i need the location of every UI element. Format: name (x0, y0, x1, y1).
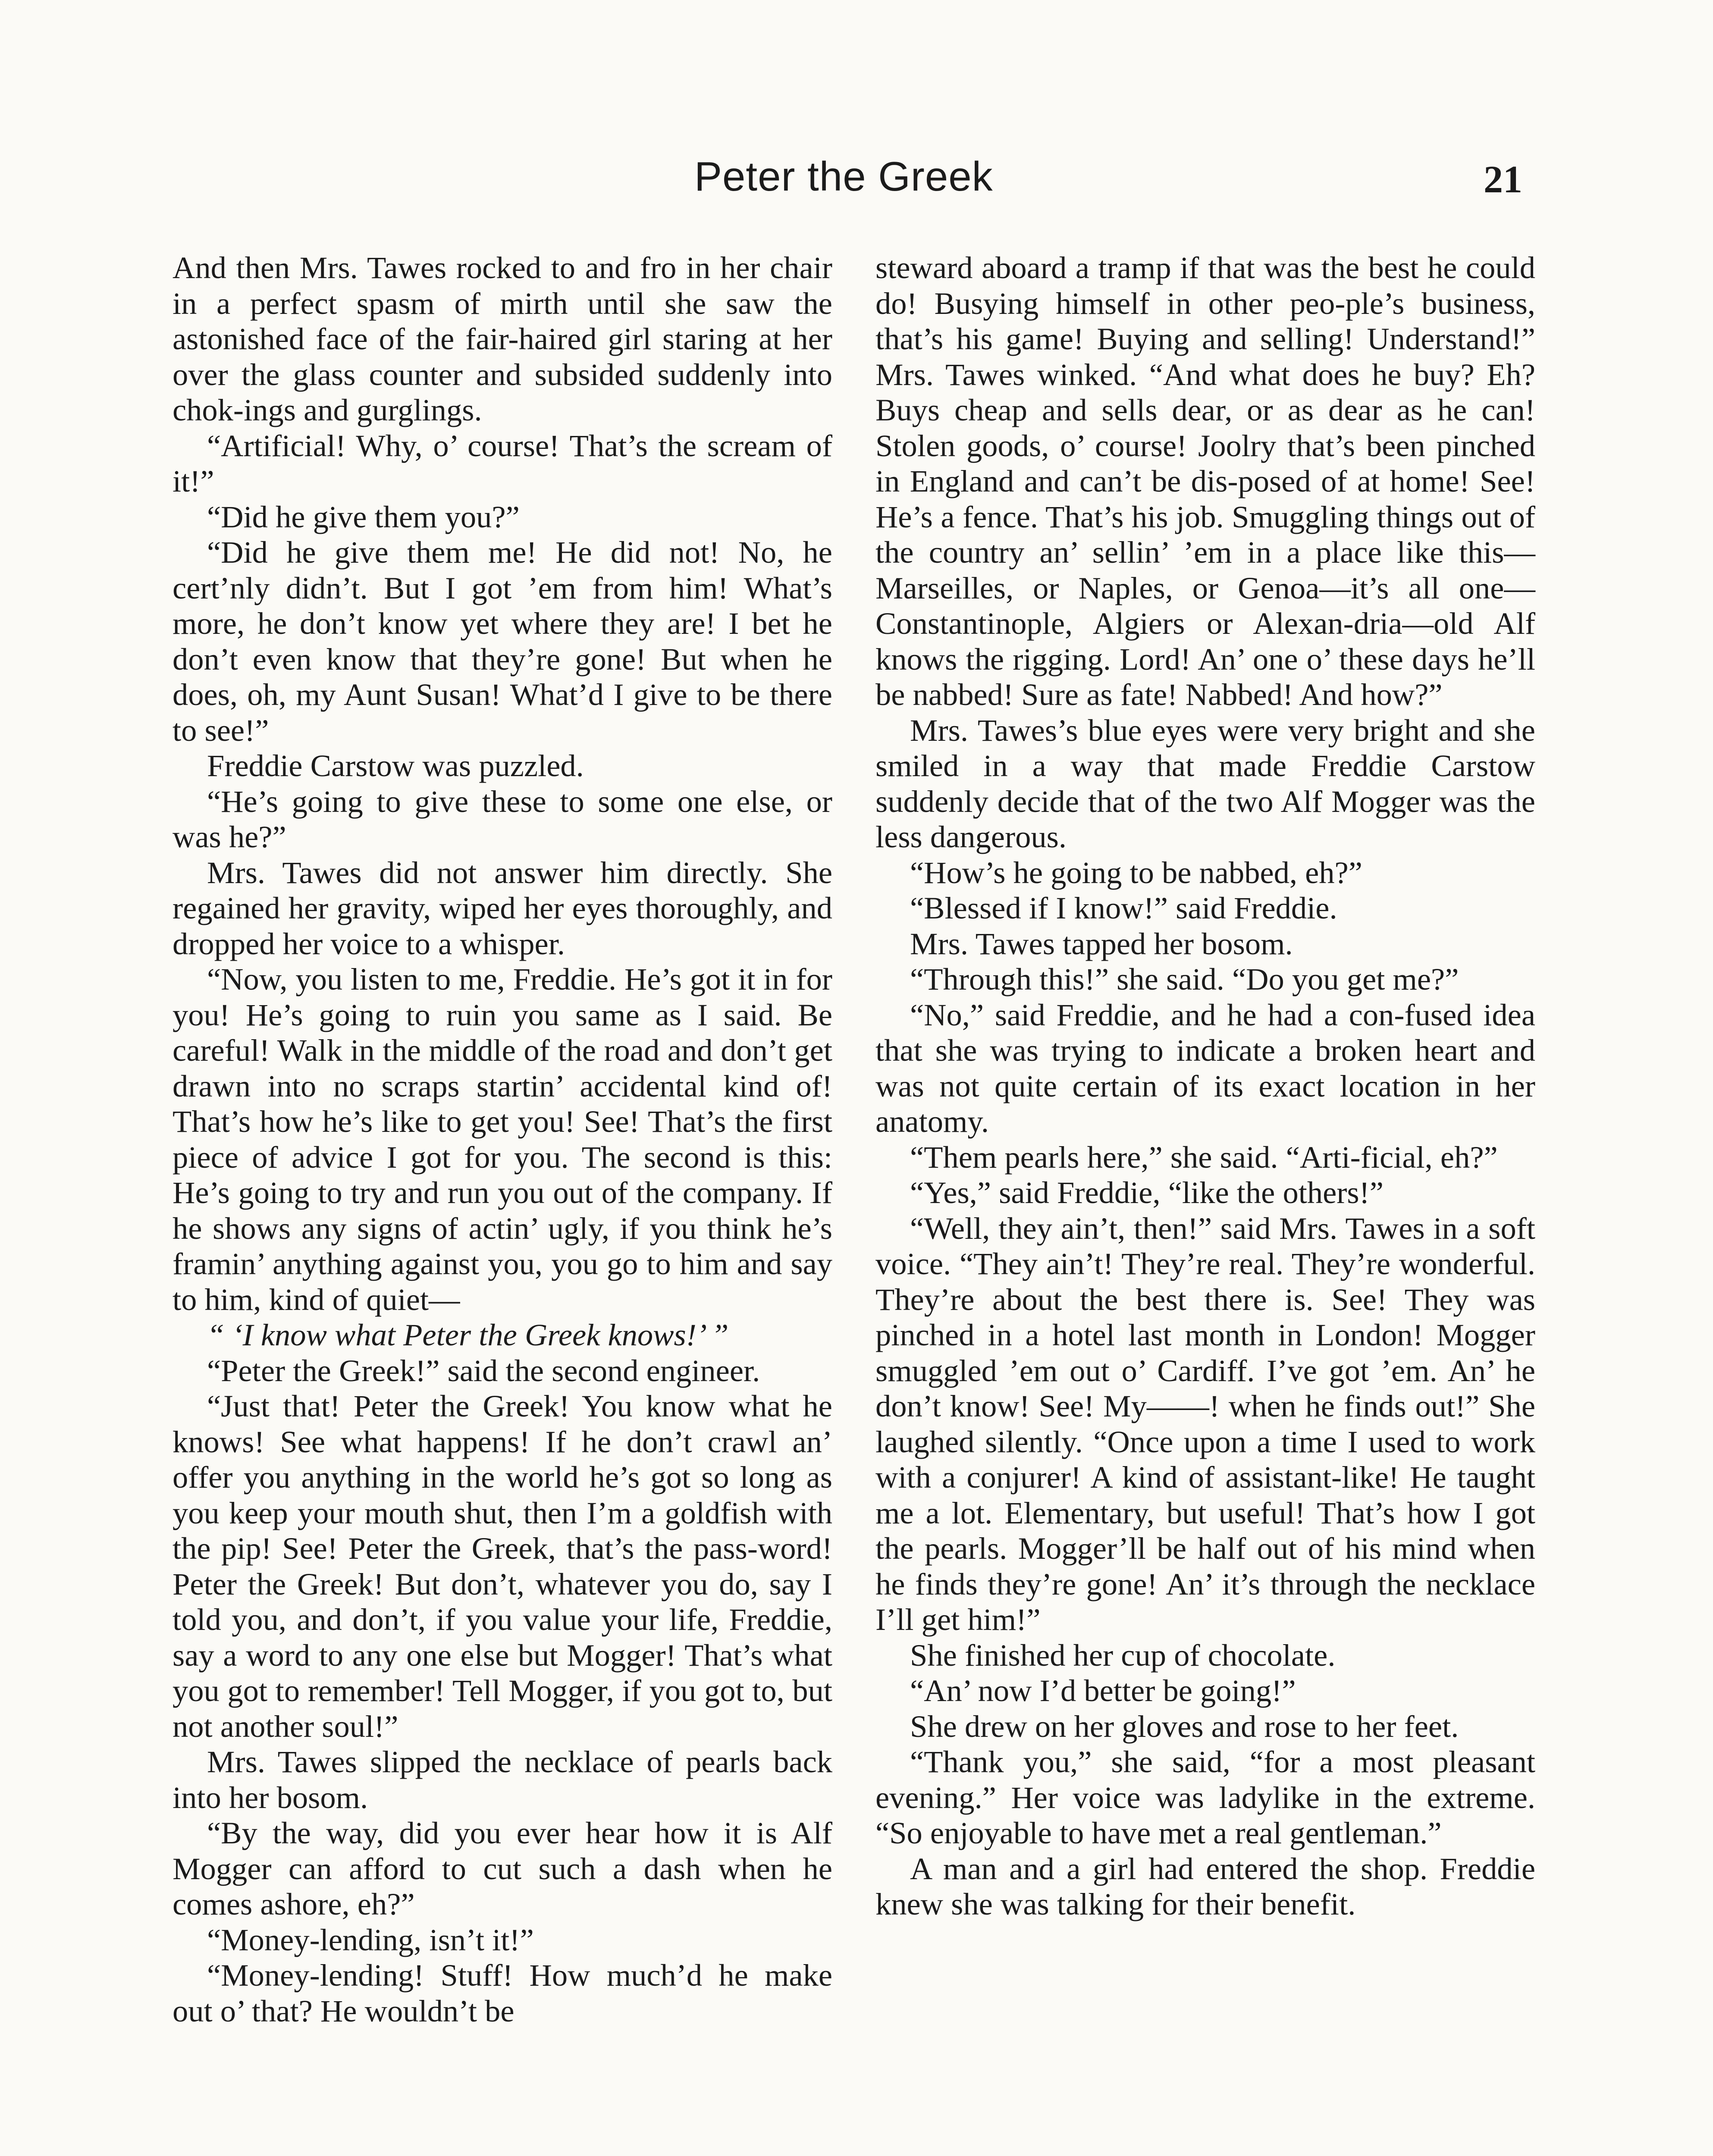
paragraph: “Did he give them you?” (207, 499, 520, 534)
paragraph: “He’s going to give these to some one else, or was he?” (173, 783, 832, 854)
paragraph: “Through this!” she said. “Do you get me?” (910, 962, 1459, 997)
italic-paragraph: “ ‘I know what Peter the Greek knows!’ ” (207, 1317, 729, 1352)
page-title: Peter the Greek (694, 154, 993, 200)
paragraph: Mrs. Tawes’s blue eyes were very bright and she smiled in a way that made Freddie Carstow suddenly decide that of the two Alf Mogger was the less dangerous. (875, 712, 1535, 854)
paragraph: “Them pearls here,” she said. “Arti-ficial, eh?” (910, 1139, 1498, 1175)
paragraph: “Artificial! Why, o’ course! That’s the scream of it!” (173, 428, 832, 498)
paragraph: “Now, you listen to me, Freddie. He’s got it in for you! He’s going to ruin you same as I said. Be careful! Walk in the middle of the road and don’t get drawn into no scraps startin’ accidental kind of! That’s how he’s like to get you! See! That’s the first piece of advice I got for you. The second is this: He’s going to try and run you out of the company. If he shows any signs of actin’ ugly, if you think he’s framin’ anything against you, you go to him and say to him, kind of quiet— (173, 962, 832, 1317)
paragraph: “Peter the Greek!” said the second engineer. (207, 1353, 760, 1388)
paragraph: Mrs. Tawes tapped her bosom. (910, 926, 1293, 961)
paragraph: She drew on her gloves and rose to her feet. (910, 1708, 1459, 1744)
paragraph: She finished her cup of chocolate. (910, 1637, 1336, 1673)
paragraph: And then Mrs. Tawes rocked to and fro in her chair in a perfect spasm of mirth until she saw the astonished face of the fair-haired girl staring at her over the glass counter and subsided suddenly into chok-ings and gurglings. (173, 250, 832, 427)
paragraph: “Thank you,” she said, “for a most pleasant evening.” Her voice was ladylike in the extreme. “So enjoyable to have met a real gentleman.” (875, 1744, 1535, 1850)
paragraph: “Did he give them me! He did not! No, he cert’nly didn’t. But I got ’em from him! What’s more, he don’t know yet where they are! I bet he don’t even know that they’re gone! But when he does, oh, my Aunt Susan! What’d I give to be there to see!” (173, 535, 832, 748)
paragraph: “Money-lending, isn’t it!” (207, 1922, 534, 1957)
right-column (875, 250, 1535, 1922)
paragraph: steward aboard a tramp if that was the best he could do! Busying himself in other peo-ple’s business, that’s his game! Buying and selling! Understand!” Mrs. Tawes winked. “And what does he buy? Eh? Buys cheap and sells dear, or as dear as he can! Stolen goods, o’ course! Joolry that’s been pinched in England and can’t be dis-posed of at home! See! He’s a fence. That’s his job. Smuggling things out of the country an’ sellin’ ’em in a place like this—Marseilles, or Naples, or Genoa—it’s all one—Constantinople, Algiers or Alexan-dria—old Alf knows the rigging. Lord! An’ one o’ these days he’ll be nabbed! Sure as fate! Nabbed! And how?” (875, 250, 1535, 712)
paragraph: Mrs. Tawes slipped the necklace of pearls back into her bosom. (173, 1744, 832, 1815)
page-number: 21 (1484, 158, 1522, 201)
paragraph: Mrs. Tawes did not answer him directly. She regained her gravity, wiped her eyes thoroughly, and dropped her voice to a whisper. (173, 855, 832, 961)
paragraph: “Well, they ain’t, then!” said Mrs. Tawes in a soft voice. “They ain’t! They’re real. They’re wonderful. They’re about the best there is. See! They was pinched in a hotel last month in London! Mogger smuggled ’em out o’ Cardiff. I’ve got ’em. An’ he don’t know! See! My——! when he finds out!” She laughed silently. “Once upon a time I used to work with a conjurer! A kind of assistant-like! He taught me a lot. Elementary, but useful! That’s how I got the pearls. Mogger’ll be half out of his mind when he finds they’re gone! An’ it’s through the necklace I’ll get him!” (875, 1210, 1535, 1637)
paragraph: “By the way, did you ever hear how it is Alf Mogger can afford to cut such a dash when he comes ashore, eh?” (173, 1815, 832, 1921)
paragraph: “Yes,” said Freddie, “like the others!” (910, 1175, 1384, 1210)
paragraph: A man and a girl had entered the shop. Freddie knew she was talking for their benefit. (875, 1851, 1535, 1921)
left-column (173, 250, 832, 2029)
paragraph: Freddie Carstow was puzzled. (207, 748, 584, 783)
paragraph: “How’s he going to be nabbed, eh?” (910, 855, 1362, 890)
paragraph: “No,” said Freddie, and he had a con-fused idea that she was trying to indicate a broken heart and was not quite certain of its exact location in her anatomy. (875, 997, 1535, 1139)
paragraph: “Money-lending! Stuff! How much’d he make out o’ that? He wouldn’t be (173, 1958, 832, 2028)
paragraph: “An’ now I’d better be going!” (910, 1673, 1296, 1708)
paragraph: “Blessed if I know!” said Freddie. (910, 890, 1337, 925)
paragraph: “Just that! Peter the Greek! You know what he knows! See what happens! If he don’t crawl an’ offer you anything in the world he’s got so long as you keep your mouth shut, then I’m a goldfish with the pip! See! Peter the Greek, that’s the pass-word! Peter the Greek! But don’t, whatever you do, say I told you, and don’t, if you value your life, Freddie, say a word to any one else but Mogger! That’s what you got to remember! Tell Mogger, if you got to, but not another soul!” (173, 1388, 832, 1744)
